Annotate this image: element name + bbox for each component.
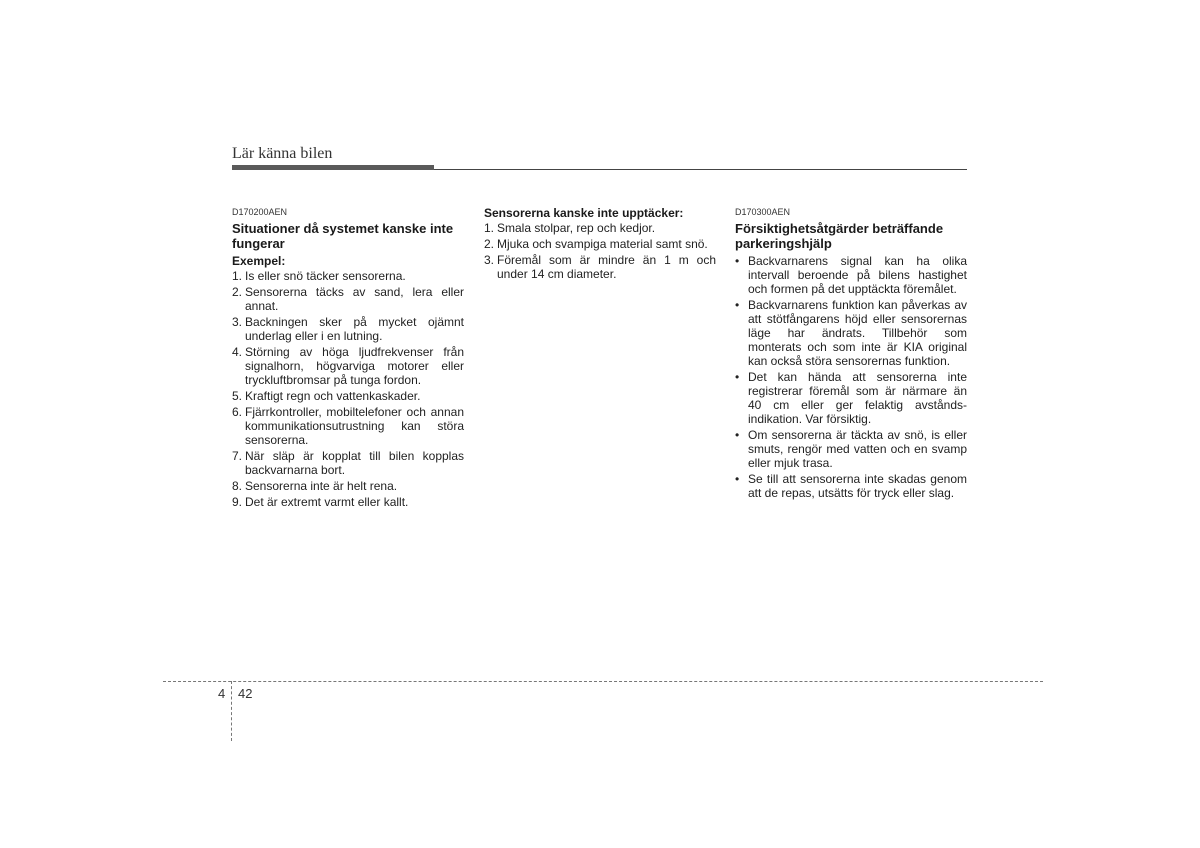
examples-list — [232, 269, 464, 509]
section-heading: Försiktighetsåtgärder beträffande parkeringshjälp — [735, 221, 944, 251]
item-text: Det är extremt varmt eller kallt. — [245, 495, 409, 509]
header-accent-bar — [232, 165, 434, 170]
page-header-title: Lär känna bilen — [232, 145, 333, 162]
list-item — [232, 405, 464, 447]
item-text: Smala stolpar, rep och kedjor. — [497, 221, 656, 235]
list-item — [484, 221, 716, 235]
list-item — [232, 285, 464, 313]
undetected-list — [484, 221, 716, 281]
item-text: Sensorerna täcks av sand, lera eller annat. — [245, 285, 464, 313]
section-code: D170300AEN — [735, 207, 791, 217]
header-rule — [434, 169, 967, 170]
bullet-icon: • — [735, 298, 740, 312]
item-number: 1. — [232, 269, 243, 283]
item-number: 3. — [484, 253, 495, 267]
item-number: 6. — [232, 405, 243, 419]
item-number: 4. — [232, 345, 243, 359]
list-item — [232, 449, 464, 477]
item-number: 8. — [232, 479, 243, 493]
list-item — [735, 428, 967, 470]
item-text: Is eller snö täcker sensorerna. — [245, 269, 406, 283]
bullet-icon: • — [735, 254, 740, 268]
item-text: Backvarnarens signal kan ha olika intervall beroende på bilens hastighet och formen på det upptäckta föremålet. — [748, 254, 967, 296]
page-number: 42 — [238, 686, 253, 701]
list-item — [735, 370, 967, 426]
bullet-icon: • — [735, 428, 740, 442]
item-number: 2. — [232, 285, 243, 299]
item-text: När släp är kopplat till bilen kopplas backvarnarna bort. — [245, 449, 464, 477]
item-number: 9. — [232, 495, 243, 509]
item-number: 7. — [232, 449, 243, 463]
list-item — [484, 253, 716, 281]
bullet-icon: • — [735, 472, 740, 486]
list-item — [232, 315, 464, 343]
footer-divider — [231, 681, 232, 741]
list-item — [232, 269, 464, 283]
column-precautions — [735, 206, 967, 502]
item-text: Backningen sker på mycket ojämnt underlag eller i en lutning. — [245, 315, 464, 343]
item-number: 5. — [232, 389, 243, 403]
section-heading: Situationer då systemet kanske inte fungerar — [232, 221, 454, 251]
item-text: Mjuka och svampiga material samt snö. — [497, 237, 708, 251]
list-item — [735, 298, 967, 368]
item-text: Det kan hända att sensorerna inte registrerar föremål som är närmare än 40 cm eller ger felaktig avstånds-indikation. Var försiktig. — [748, 370, 967, 426]
list-item — [232, 345, 464, 387]
item-text: Se till att sensorerna inte skadas genom att de repas, utsätts för tryck eller slag. — [748, 472, 967, 500]
list-item — [735, 472, 967, 500]
footer-rule — [163, 681, 1043, 682]
list-item — [735, 254, 967, 296]
item-text: Backvarnarens funktion kan påverkas av att stötfångarens höjd eller sensorernas läge har ändrats. Tillbehör som monterats och som inte är KIA original kan också störa sensorernas funktion. — [748, 298, 967, 368]
item-number: 2. — [484, 237, 495, 251]
item-text: Fjärrkontroller, mobiltelefoner och annan kommunikationsutrustning kan störa sensorerna. — [245, 405, 464, 447]
list-item — [484, 237, 716, 251]
column-undetected — [484, 206, 716, 283]
section-number: 4 — [218, 686, 226, 701]
undetected-heading: Sensorerna kanske inte upptäcker: — [484, 206, 684, 220]
column-situations — [232, 206, 464, 511]
examples-label: Exempel: — [232, 254, 286, 268]
item-number: 3. — [232, 315, 243, 329]
list-item — [232, 389, 464, 403]
item-text: Om sensorerna är täckta av snö, is eller smuts, rengör med vatten och en svamp eller mjuk trasa. — [748, 428, 967, 470]
item-number: 1. — [484, 221, 495, 235]
precautions-list — [735, 254, 967, 500]
section-code: D170200AEN — [232, 207, 288, 217]
list-item — [232, 479, 464, 493]
item-text: Störning av höga ljudfrekvenser från signalhorn, högvarviga motorer eller tryckluftbromsar på tunga fordon. — [245, 345, 464, 387]
item-text: Kraftigt regn och vattenkaskader. — [245, 389, 421, 403]
item-text: Sensorerna inte är helt rena. — [245, 479, 398, 493]
bullet-icon: • — [735, 370, 740, 384]
list-item — [232, 495, 464, 509]
item-text: Föremål som är mindre än 1 m och under 14 cm diameter. — [497, 253, 716, 281]
